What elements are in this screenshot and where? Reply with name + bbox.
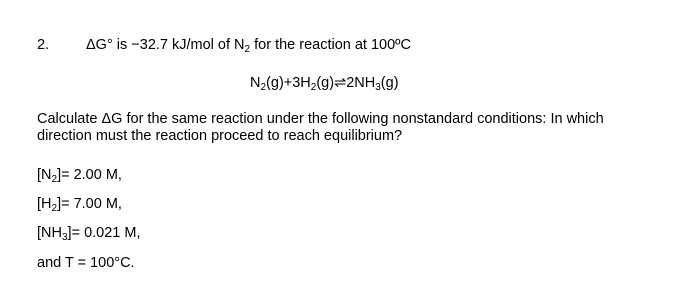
reaction-n2: N (250, 75, 261, 91)
condition-subscript: 2 (51, 203, 58, 214)
condition-subscript: 3 (61, 232, 68, 243)
reaction-end: (g) (380, 75, 399, 91)
condition-item (37, 225, 141, 242)
reaction-mid2: (g)⇌2NH (316, 75, 376, 91)
reaction-nh3-sub: 3 (375, 82, 381, 93)
given-suffix: for the reaction at 100ºC (250, 37, 411, 53)
condition-item (37, 255, 135, 272)
condition-text: [NH (37, 225, 62, 241)
question-prompt: Calculate ΔG for the same reaction under the following nonstandard conditions: In which direction must the reaction proceed to reach equilibrium? (37, 111, 604, 144)
condition-value: ]= 2.00 M, (57, 167, 122, 183)
reaction-n2-sub: 2 (260, 82, 267, 93)
question-number: 2. (37, 37, 50, 53)
given-statement (86, 37, 411, 54)
condition-subscript: 2 (51, 174, 58, 185)
condition-text: and T = 100°C. (37, 255, 135, 271)
reaction-h2-sub: 2 (310, 82, 317, 93)
reaction-equation (250, 75, 399, 92)
condition-text: [H (37, 196, 52, 212)
given-subscript: 2 (244, 44, 251, 55)
given-prefix: ΔG° is −32.7 kJ/mol of N (86, 37, 245, 53)
condition-item (37, 167, 122, 184)
reaction-mid1: (g)+3H (266, 75, 311, 91)
condition-value: ]= 7.00 M, (57, 196, 122, 212)
condition-text: [N (37, 167, 52, 183)
condition-value: ]= 0.021 M, (67, 225, 141, 241)
condition-item (37, 196, 122, 213)
